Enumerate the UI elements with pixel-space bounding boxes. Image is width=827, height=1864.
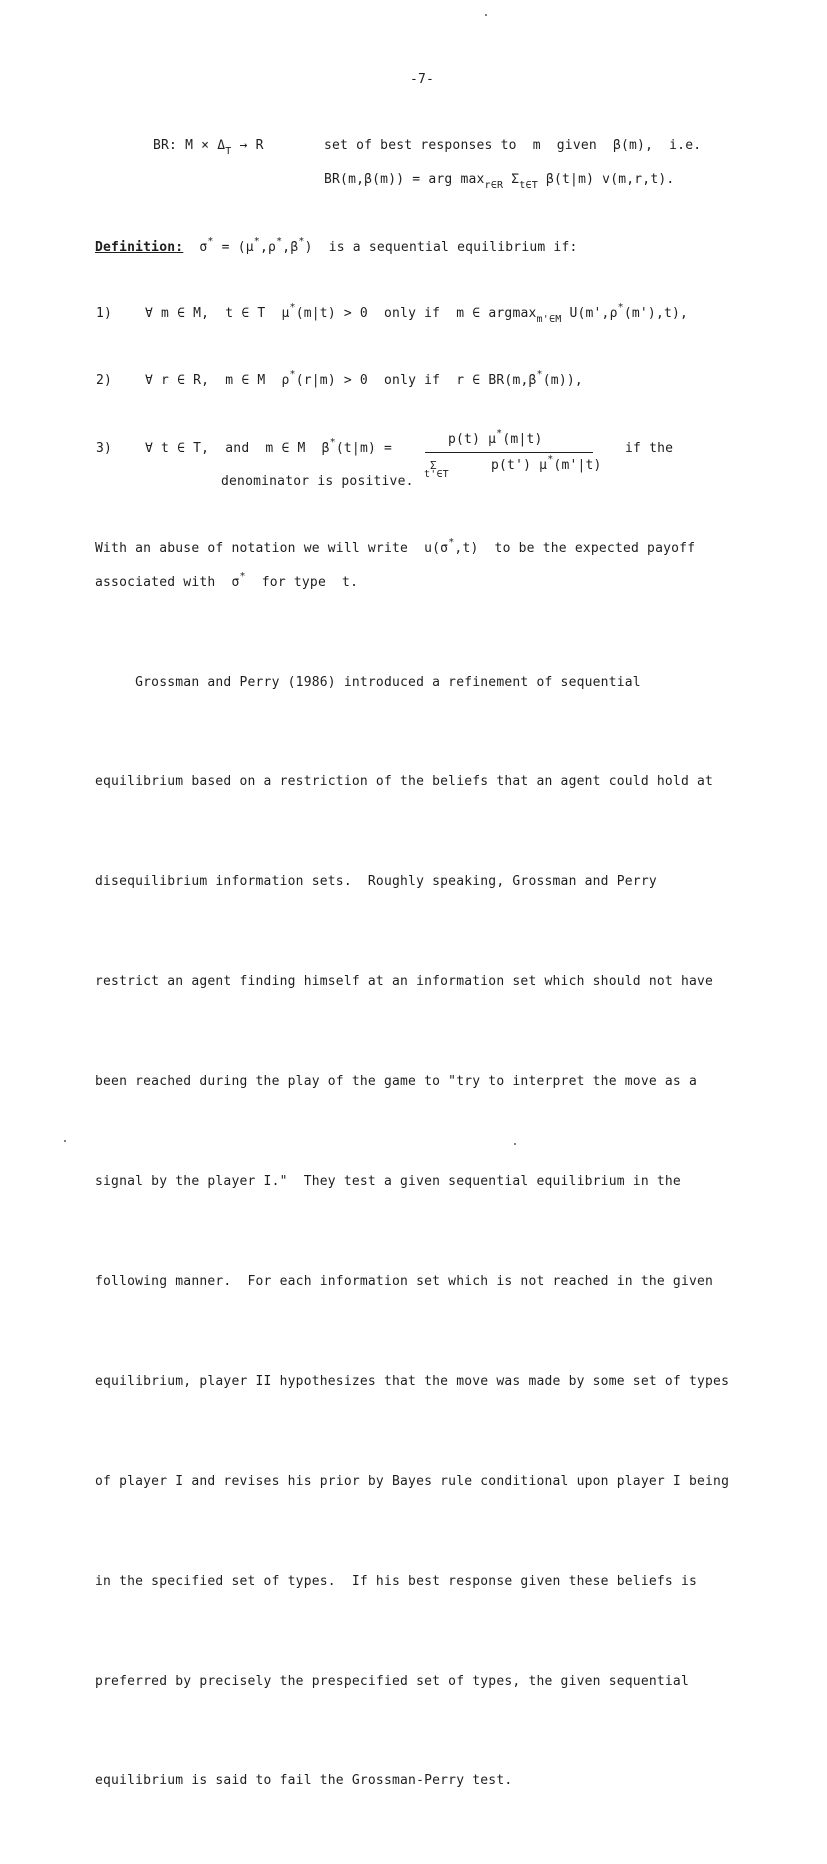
- condition-3: [145, 437, 393, 458]
- definition-star-rho: *: [276, 236, 283, 247]
- abuse-line-1-b: ,t) to be the expected payoff: [454, 541, 696, 556]
- definition-comma-beta: ,β: [282, 240, 299, 255]
- scan-speck: [64, 1140, 66, 1142]
- paragraph-line: equilibrium based on a restriction of the beliefs that an agent could hold at: [95, 774, 714, 790]
- denominator-part-a: p(t') μ: [491, 458, 548, 473]
- condition-1-part-b: (m|t) > 0 only if m ∈ argmax: [295, 306, 537, 321]
- definition-eq-open: = (μ: [213, 240, 254, 255]
- denominator-sub: t'∈T: [424, 469, 449, 480]
- definition-close: ): [304, 240, 313, 255]
- abuse-line-2-a: associated with σ: [95, 575, 240, 590]
- fraction-denominator: [491, 454, 602, 475]
- numerator-part-b: (m|t): [502, 432, 543, 447]
- br-signature: [153, 138, 264, 155]
- abuse-line-2: [95, 571, 359, 592]
- page-number: -7-: [410, 72, 435, 87]
- condition-2: [145, 369, 583, 390]
- br-lhs-suffix: → R: [231, 138, 264, 153]
- condition-number-3: 3): [96, 441, 113, 456]
- definition-label: Definition:: [95, 240, 184, 255]
- condition-3-part-a: ∀ t ∈ T, and m ∈ M β: [145, 441, 330, 456]
- denominator-part-b: (m'|t): [553, 458, 602, 473]
- paragraph-line: restrict an agent finding himself at an information set which should not have: [95, 974, 714, 990]
- body-paragraph: [95, 599, 775, 1864]
- definition-star-beta: *: [298, 236, 305, 247]
- condition-number-1: 1): [96, 306, 113, 321]
- condition-2-star: *: [289, 369, 296, 380]
- br-formula-prefix: BR(m,β(m)) = arg max: [324, 172, 485, 187]
- abuse-line-2-star: *: [239, 571, 246, 582]
- condition-2-part-c: (m)),: [542, 373, 583, 388]
- numerator-part-a: p(t) μ: [448, 432, 497, 447]
- condition-number-2: 2): [96, 373, 113, 388]
- condition-1-part-c: U(m',ρ: [561, 306, 618, 321]
- condition-1-star: *: [289, 302, 296, 313]
- definition-sigma: σ: [199, 240, 208, 255]
- numerator-star: *: [496, 428, 503, 439]
- br-formula: [324, 172, 674, 189]
- paragraph-line: equilibrium is said to fail the Grossman-Perry test.: [95, 1773, 513, 1789]
- br-lhs-prefix: BR: M × Δ: [153, 138, 226, 153]
- paragraph-line: in the specified set of types. If his best response given these beliefs is: [95, 1573, 697, 1589]
- paragraph-line: disequilibrium information sets. Roughly speaking, Grossman and Perry: [95, 874, 657, 890]
- denominator-sigma: Σ: [430, 459, 437, 472]
- condition-1-part-a: ∀ m ∈ M, t ∈ T μ: [145, 306, 290, 321]
- paragraph-line: equilibrium, player II hypothesizes that the move was made by some set of types: [95, 1373, 730, 1389]
- paragraph-line: been reached during the play of the game to "try to interpret the move as a: [95, 1074, 697, 1090]
- condition-3-tail: if the: [625, 441, 674, 456]
- condition-1-part-d: (m'),t),: [623, 306, 689, 321]
- condition-3-star: *: [329, 437, 336, 448]
- paragraph-line: of player I and revises his prior by Bayes rule conditional upon player I being: [95, 1473, 730, 1489]
- br-description: set of best responses to m given β(m), i.e.: [324, 138, 702, 153]
- scan-speck: [514, 1143, 516, 1145]
- br-formula-sub1: r∈R: [484, 180, 504, 191]
- abuse-line-1: [95, 537, 696, 558]
- scan-speck: [485, 14, 487, 16]
- condition-1-sub: m'∈M: [536, 314, 562, 325]
- fraction-numerator: [448, 428, 543, 449]
- abuse-line-1-a: With an abuse of notation we will write u(σ: [95, 541, 449, 556]
- paragraph-line: Grossman and Perry (1986) introduced a refinement of sequential: [95, 674, 641, 690]
- definition-comma-rho: ,ρ: [260, 240, 277, 255]
- condition-2-part-a: ∀ r ∈ R, m ∈ M ρ: [145, 373, 290, 388]
- definition-star-mu: *: [253, 236, 260, 247]
- abuse-line-2-b: for type t.: [245, 575, 359, 590]
- br-lhs-sub: T: [225, 146, 232, 157]
- condition-1-star2: *: [617, 302, 624, 313]
- br-formula-sub2: t∈T: [519, 180, 538, 191]
- definition-line: [95, 236, 578, 257]
- condition-2-star2: *: [536, 369, 543, 380]
- condition-3-part-b: (t|m) =: [335, 441, 393, 456]
- condition-2-part-b: (r|m) > 0 only if r ∈ BR(m,β: [295, 373, 537, 388]
- paragraph-line: following manner. For each information set which is not reached in the given: [95, 1273, 714, 1289]
- abuse-line-1-star: *: [448, 537, 455, 548]
- paragraph-line: signal by the player I." They test a given sequential equilibrium in the: [95, 1174, 681, 1190]
- br-formula-suffix: β(t|m) v(m,r,t).: [537, 172, 675, 187]
- br-formula-sigma: Σ: [503, 172, 520, 187]
- paragraph-line: preferred by precisely the prespecified set of types, the given sequential: [95, 1673, 689, 1689]
- definition-star: *: [207, 236, 214, 247]
- condition-3-line2: denominator is positive.: [221, 474, 414, 489]
- fraction-bar: [425, 452, 593, 453]
- condition-1: [145, 302, 689, 325]
- definition-text: is a sequential equilibrium if:: [328, 240, 578, 255]
- denominator-star: *: [547, 454, 554, 465]
